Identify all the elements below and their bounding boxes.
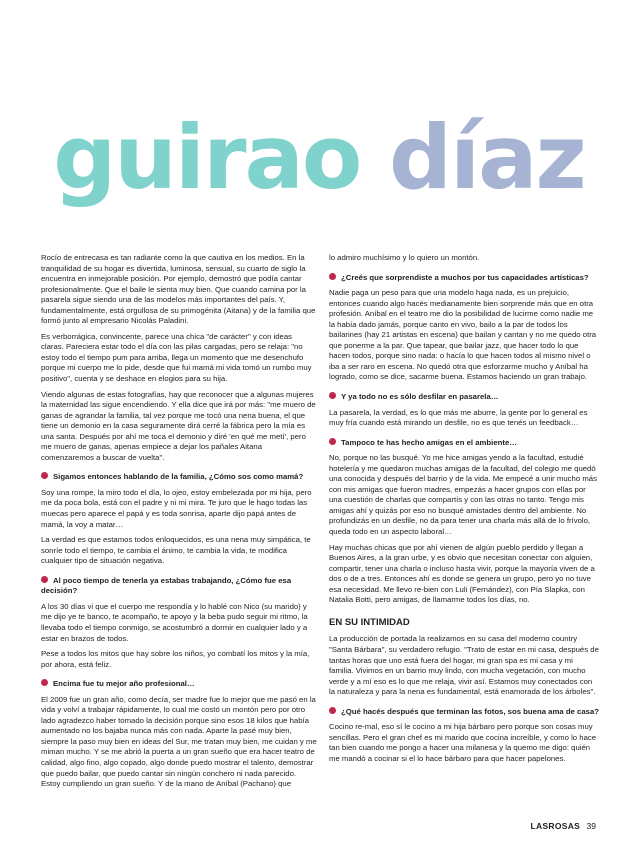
interview-question — [329, 273, 599, 284]
page-number: 39 — [586, 821, 596, 831]
body-paragraph: lo admiro muchísimo y lo quiero un montón. — [329, 253, 480, 262]
section-heading: EN SU INTIMIDAD — [329, 616, 410, 628]
question-text: Y ya todo no es sólo desfilar en pasarela… — [341, 392, 499, 402]
body-paragraph: Rocío de entrecasa es tan radiante como la que cautiva en los medios. En la tranquilidad de su hogar es divertida, luminosa, sensual, su cuarto de siglo la encuentra en inmejorable posición. Por ejemplo, demostró que podía cantar profesionalmente. Que el baile le sienta muy bien. Que cuando camina por la pasarela sigue siendo una de las modelos más importantes del país. Y, fundamentalmente, está orgullosa de su primogénita (Aitana) y de la familia que formó junto al empresario Nicolás Paladini. — [41, 253, 316, 326]
body-paragraph: La pasarela, la verdad, es lo que más me aburre, la gente por lo general es muy fría cuando está mirando un desfile, no es que tenés un feedback… — [329, 407, 588, 428]
interview-question — [329, 707, 599, 718]
body-paragraph: Pese a todos los mitos que hay sobre los niños, yo combatí los mitos y la mía, por ahora, está feliz. — [41, 649, 310, 669]
interview-question — [329, 438, 599, 449]
title-first-name: guirao — [53, 106, 361, 209]
article-title — [0, 108, 638, 208]
body-paragraph: La verdad es que estamos todos enloquecidos, es una nena muy simpática, te sonríe todo el tiempo, te cambia el ánimo, te cambia la vida, te modifica cualquier tipo de situación negativa. — [41, 535, 311, 566]
body-paragraph: El 2009 fue un gran año, como decía, ser madre fue lo mejor que me pasó en la vida y volví a trabajar rápidamente, lo cual me costó un montón pero por otro lado agradezco haber tomado la decisión porque sino esos 18 kilos que había aumentado no los bajaba nunca más con nada. Aparte la pasé muy bien, siempre la paso muy bien en ideas del Sur, me tratan muy bien, me cuidan y me miman mucho. Y se me abrió la puerta a un gran sueño que era hacer teatro de calidad, algo fino, algo copado, algo donde puedo mostrar el talento, demostrar que puedo bailar, que puedo cantar sin ningún conchero ni nada parecido. Estoy cumpliendo un gran sueño. Y de la mano de Aníbal (Pachano) que — [41, 694, 317, 789]
page-footer — [531, 821, 596, 831]
interview-question — [41, 576, 317, 597]
body-paragraph: A los 30 días vi que el cuerpo me respondía y lo hablé con Nico (su marido) y me dijo ye te banco, te acompaño, te apoyo y la beba pudo seguir mi ritmo, la llevaba todo el tiempo conmigo, se acostumbró a dormir en cualquier lado y a estar en brazos de todos. — [41, 601, 308, 643]
question-text: Encima fue tu mejor año profesional… — [53, 679, 195, 689]
bullet-dot-icon — [329, 392, 336, 399]
body-paragraph: Soy una rompe, la miro todo el día, lo ojeo, estoy embelezada por mi hija, pero me da poca bola, está con el padre y ni mi mira. Te juro que le hago todas las muecas pero aparece el papá y es toda sonrisa, aparte dijo papá antes de mamá, la voy a matar… — [41, 487, 312, 529]
body-paragraph: Cocino re-mal, eso sí le cocino a mi hija bárbaro pero porque son cosas muy sencillas. Pero el gran chef es mi marido que cocina increíble, y como lo hace tan bien cuando me pongo a hacer una milanesa y la quemo me digo: quién me mandó a cocinar si el lo hace bárbaro para que hacer papelones. — [329, 722, 597, 763]
bullet-dot-icon — [41, 472, 48, 479]
body-paragraph: No, porque no las busqué. Yo me hice amigas yendo a la facultad, estudié hotelería y me quedaron muchas amigas de la facultad, del colegio me quedó una conocida y después del barrio y de la vida. Me empecé a unir mucho más con mis amigas que fueron madres, empezás a hacer grupos con ellas por una cuestión de charlas que compartís y con las otras no tanto. Tengo mis amigas ahí y quizás por eso no busqué amistades dentro del ambiente. No profundizás en un desfile, no da para tener una charla más allá de lo frívolo, queda todo en un aspecto laboral… — [329, 453, 597, 537]
question-text: Tampoco te has hecho amigas en el ambiente… — [341, 437, 518, 447]
question-text: Sigamos entonces hablando de la familia, ¿Cómo sos como mamá? — [53, 472, 304, 482]
question-text: Al poco tiempo de tenerla ya estabas trabajando, ¿Cómo fue esa decisión? — [41, 575, 292, 596]
magazine-name: LASROSAS — [530, 821, 581, 831]
interview-question — [329, 392, 599, 403]
body-paragraph: Hay muchas chicas que por ahí vienen de algún pueblo perdido y llegan a Buenos Aires, a la gran urbe, y es obvio que necesitan conectar con alguien, compartir, tener una charla o incluso hasta vivir, porque la mayoría viven de a dos o de a tres. Entonces ahí es donde se genera un grupo, pero yo no tuve esa necesidad. Me llevo re-bien con Luli (Fernández), con Pía Slapka, con Natalia Botti, pero amigas, de llamarme todos los días, no. — [329, 542, 595, 605]
interview-question — [41, 472, 317, 483]
question-text: ¿Qué hacés después que terminan las fotos, sos buena ama de casa? — [341, 706, 599, 716]
body-paragraph: Es verborrágica, convincente, parece una chica "de carácter" y con ideas claras. Pareciera estar todo el día con las pilas cargadas, pero se relaja: "no estoy todo el tiempo pum para arriba, llega un momento que me desenchufo porque mi cuerpo me lo pide, desde que fui mamá mi vida tomó un rumbo muy positivo", cuenta y se deshace en elogios para su hija. — [41, 331, 312, 384]
body-paragraph: Viendo algunas de estas fotografías, hay que reconocer que a algunas mujeres la maternidad las sigue encendiendo. Y ella dice que irá por más: "me muero de ganas de agrandar la familia, tal vez porque me tocó una nena buena, el que tiene un demonio en la casa seguramente dirá cerré la fábrica pero la mía es una santa. Después por ahí me toca el demonio y diré 'en qué me metí', pero me muero de ganas, apenas empiece a dejar los pañales Aitana comenzaremos a buscar de vuelta". — [41, 389, 316, 462]
body-paragraph: La producción de portada la realizamos en su casa del moderno country "Santa Bárbara", su verdadero refugio. "Trato de estar en mi casa, después de tantas horas que uno está fuera del hogar, mi gran spa es mi casa y mi familia. Vivimos en un barrio muy lindo, con mucha vegetación, con mucho verde y a mí eso es lo que me relaja, vivir así. Estamos muy conectados con la naturaleza y para la nena es fundamental, está enamorada de los árboles". — [329, 634, 599, 697]
bullet-dot-icon — [41, 679, 48, 686]
body-paragraph: Nadie paga un peso para que una modelo haga nada, es un prejuicio, entonces cuando algo hacés medianamente bien sorprende más que en otra profesión. Aníbal en el teatro me dio la posibilidad de lucirme como nadie me la había dado jamás, porque canto en vivo, bailo a la par de todos los bailarines (hay 21 artistas en escena) que bailan y cantan y no me quedo otra que ponerme a la par. Que tapear, que bailar jazz, que hacer todo lo que hacen todos, porque sino nada: o hacía lo que hacen todos al mismo nivel o iba a ser raro en escena. No quedó otra que esforzarme mucho y Aníbal ha logrado, como se dice, sacarme buena. Estamos haciendo un gran trabajo. — [329, 288, 597, 382]
bullet-dot-icon — [41, 576, 48, 583]
left-column — [41, 253, 317, 795]
bullet-dot-icon — [329, 438, 336, 445]
bullet-dot-icon — [329, 273, 336, 280]
bullet-dot-icon — [329, 707, 336, 714]
right-column — [329, 253, 599, 769]
interview-question — [41, 679, 317, 690]
question-text: ¿Creés que sorprendiste a muchos por tus capacidades artísticas? — [341, 272, 589, 282]
title-last-name: díaz — [388, 106, 585, 209]
